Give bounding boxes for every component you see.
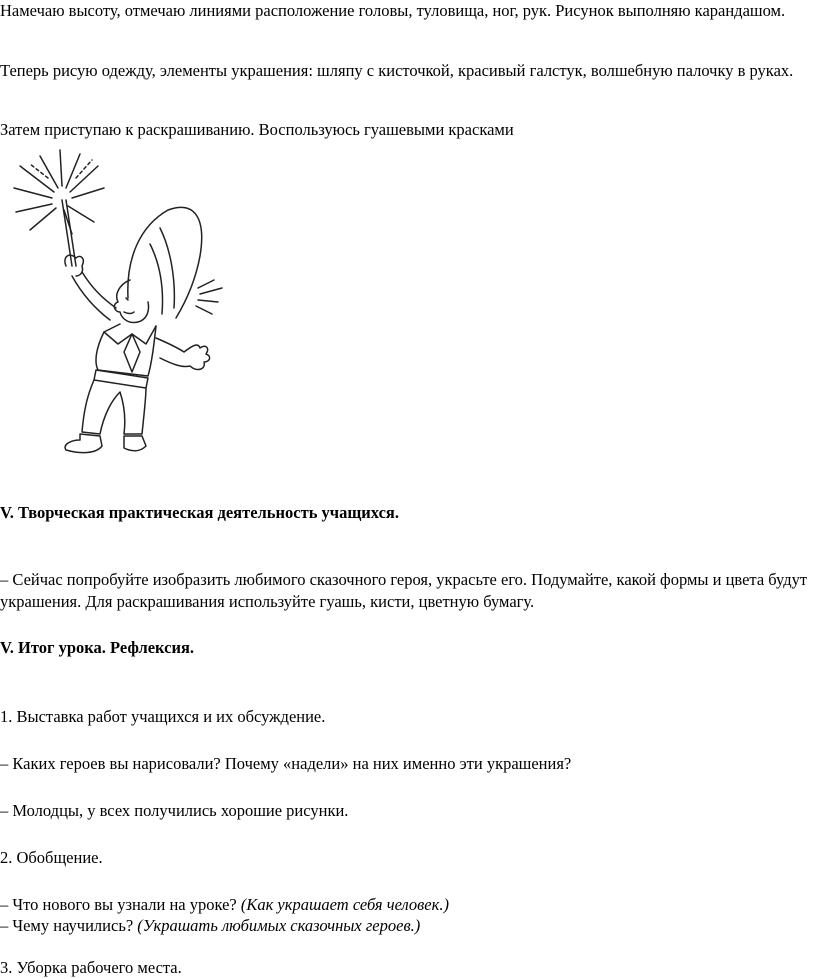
question-learned-text: – Чему научились? <box>0 916 138 935</box>
trousers <box>82 380 146 434</box>
summary-praise: – Молодцы, у всех получились хорошие рисунки. <box>0 801 349 820</box>
answer-new-text: (Как украшает себя человек.) <box>240 895 449 914</box>
answer-learned-text: (Украшать любимых сказочных героев.) <box>137 916 421 935</box>
summary-item-3: 3. Уборка рабочего места. <box>0 958 182 977</box>
intro-paragraph-1: Намечаю высоту, отмечаю линиями расположение головы, туловища, ног, рук. Рисунок выполняю карандашом. <box>0 1 786 20</box>
section-heading-creative-work: V. Творческая практическая деятельность учащихся. <box>0 503 399 522</box>
hat-tassel <box>196 280 222 314</box>
section-heading-summary: V. Итог урока. Рефлексия. <box>0 638 195 657</box>
gnome-illustration <box>0 148 250 466</box>
summary-item-1: 1. Выставка работ учащихся и их обсуждение. <box>0 707 326 726</box>
wand-sparkle-icon <box>14 150 104 234</box>
summary-item-2: 2. Обобщение. <box>0 848 103 867</box>
collar <box>104 324 156 344</box>
raised-arm <box>72 272 116 320</box>
intro-paragraph-3: Затем приступаю к раскрашиванию. Воспользуюсь гуашевыми красками <box>0 120 514 139</box>
summary-question-heroes: – Каких героев вы нарисовали? Почему «надели» на них именно эти украшения? <box>0 754 572 773</box>
intro-paragraph-2: Теперь рисую одежду, элементы украшения: шляпу с кисточкой, красивый галстук, волшебную палочку в руках. <box>0 61 794 80</box>
tie <box>124 334 140 372</box>
open-hand <box>156 338 210 369</box>
creative-work-instruction: – Сейчас попробуйте изобразить любимого сказочного героя, украсьте его. Подумайте, какой формы и цвета будут украшения. Для раскрашивания используйте гуашь, кисти, цветную бумагу. <box>0 570 808 611</box>
left-shoe <box>65 434 102 453</box>
question-new-text: – Что нового вы узнали на уроке? <box>0 895 241 914</box>
tall-hat <box>128 207 202 318</box>
face <box>114 280 148 323</box>
summary-question-learned <box>0 915 816 937</box>
right-shoe <box>124 436 146 451</box>
summary-question-new <box>0 894 816 916</box>
